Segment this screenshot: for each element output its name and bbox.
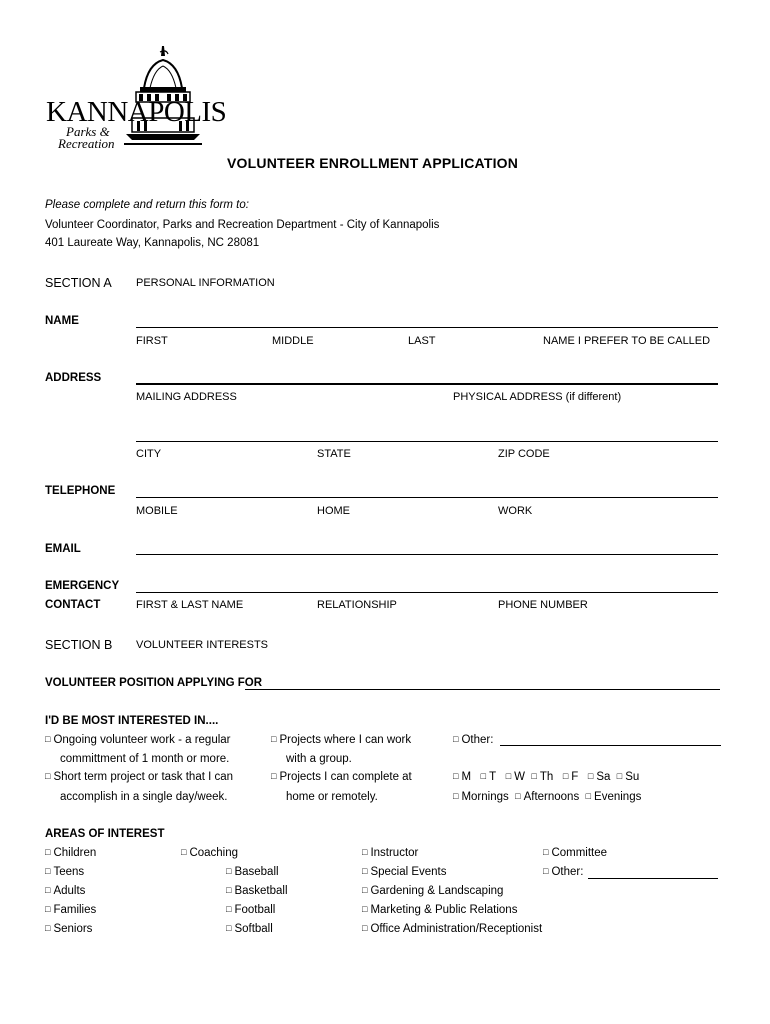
physical-address-caption: PHYSICAL ADDRESS (if different) <box>453 391 622 403</box>
city-caption: CITY <box>136 448 162 460</box>
short-term-option-label: Short term project or task that I can <box>53 771 234 783</box>
kannapolis-logo <box>44 44 227 152</box>
afternoons-checkbox[interactable]: □ Afternoons <box>515 791 580 803</box>
group-projects-label: Projects where I can work <box>279 734 412 746</box>
remote-projects-checkbox[interactable]: □ Projects I can complete at <box>271 771 412 783</box>
city-state-zip-input-line[interactable] <box>136 441 718 442</box>
section-b-heading: VOLUNTEER INTERESTS <box>136 639 269 651</box>
emergency-input-line[interactable] <box>136 592 718 593</box>
day-su-checkbox[interactable]: □ Su <box>616 771 640 783</box>
areas-heading: AREAS OF INTEREST <box>45 828 165 840</box>
area-special-events-checkbox[interactable]: □ Special Events <box>362 866 447 878</box>
phone-number-caption: PHONE NUMBER <box>498 599 588 611</box>
area-seniors-checkbox[interactable]: □ Seniors <box>45 923 93 935</box>
area-basketball-checkbox[interactable]: □ Basketball <box>226 885 288 897</box>
short-term-checkbox[interactable]: □ Short term project or task that I can <box>45 771 234 783</box>
area-teens-checkbox[interactable]: □ Teens <box>45 866 85 878</box>
zip-caption: ZIP CODE <box>498 448 550 460</box>
other-interest-label: Other: <box>461 734 494 746</box>
time-checkboxes <box>453 791 641 803</box>
other-interest-input-line[interactable] <box>500 745 721 746</box>
name-label: NAME <box>45 315 79 327</box>
group-projects-label-2: with a group. <box>286 753 352 765</box>
address-input-line[interactable] <box>136 383 718 385</box>
remote-projects-label: Projects I can complete at <box>279 771 412 783</box>
state-caption: STATE <box>317 448 351 460</box>
day-w-checkbox[interactable]: □ W <box>505 771 525 783</box>
section-a-heading: PERSONAL INFORMATION <box>136 277 275 289</box>
email-input-line[interactable] <box>136 554 718 555</box>
name-last-caption: LAST <box>408 335 436 347</box>
area-children-checkbox[interactable]: □ Children <box>45 847 97 859</box>
section-b-label: SECTION B <box>45 638 113 652</box>
evenings-checkbox[interactable]: □ Evenings <box>585 791 642 803</box>
logo-recreation: Recreation <box>58 136 115 151</box>
area-families-checkbox[interactable]: □ Families <box>45 904 97 916</box>
area-adults-checkbox[interactable]: □ Adults <box>45 885 86 897</box>
emergency-name-caption: FIRST & LAST NAME <box>136 599 244 611</box>
area-baseball-checkbox[interactable]: □ Baseball <box>226 866 279 878</box>
page-title: VOLUNTEER ENROLLMENT APPLICATION <box>227 155 519 171</box>
day-t-checkbox[interactable]: □ T <box>480 771 497 783</box>
position-label: VOLUNTEER POSITION APPLYING FOR <box>45 677 263 689</box>
ongoing-volunteer-checkbox[interactable]: □ Ongoing volunteer work - a regular <box>45 734 231 746</box>
area-softball-checkbox[interactable]: □ Softball <box>226 923 273 935</box>
group-projects-checkbox[interactable]: □ Projects where I can work <box>271 734 412 746</box>
day-checkboxes <box>453 771 639 783</box>
area-instructor-checkbox[interactable]: □ Instructor <box>362 847 419 859</box>
section-a-label: SECTION A <box>45 276 112 290</box>
area-coaching-checkbox[interactable]: □ Coaching <box>181 847 239 859</box>
area-other-checkbox[interactable]: □ Other: <box>543 866 584 878</box>
instruction-text: Please complete and return this form to: <box>45 199 249 211</box>
mobile-caption: MOBILE <box>136 505 178 517</box>
emergency-label: EMERGENCY <box>45 580 120 592</box>
ongoing-option-label-2: committment of 1 month or more. <box>60 753 230 765</box>
day-th-checkbox[interactable]: □ Th <box>531 771 554 783</box>
area-gardening-checkbox[interactable]: □ Gardening & Landscaping <box>362 885 504 897</box>
interest-heading: I'D BE MOST INTERESTED IN.... <box>45 715 219 727</box>
day-f-checkbox[interactable]: □ F <box>562 771 579 783</box>
address-label: ADDRESS <box>45 372 102 384</box>
work-caption: WORK <box>498 505 533 517</box>
contact-label: CONTACT <box>45 599 101 611</box>
telephone-input-line[interactable] <box>136 497 718 498</box>
name-input-line[interactable] <box>136 327 718 328</box>
other-interest-checkbox[interactable]: □ Other: <box>453 734 494 746</box>
area-office-admin-checkbox[interactable]: □ Office Administration/Receptionist <box>362 923 543 935</box>
name-middle-caption: MIDDLE <box>272 335 314 347</box>
logo-name: KANNAPOLIS <box>46 96 227 128</box>
area-other-input-line[interactable] <box>588 878 718 879</box>
mailing-address-caption: MAILING ADDRESS <box>136 391 237 403</box>
position-input-line[interactable] <box>245 689 720 690</box>
area-football-checkbox[interactable]: □ Football <box>226 904 276 916</box>
email-label: EMAIL <box>45 543 81 555</box>
area-committee-checkbox[interactable]: □ Committee <box>543 847 608 859</box>
mornings-checkbox[interactable]: □ Mornings <box>453 791 509 803</box>
home-caption: HOME <box>317 505 350 517</box>
area-marketing-checkbox[interactable]: □ Marketing & Public Relations <box>362 904 518 916</box>
remote-projects-label-2: home or remotely. <box>286 791 378 803</box>
day-m-checkbox[interactable]: □ M <box>453 771 472 783</box>
ongoing-option-label: Ongoing volunteer work - a regular <box>53 734 231 746</box>
address-line-2: 401 Laureate Way, Kannapolis, NC 28081 <box>45 237 260 249</box>
short-term-option-label-2: accomplish in a single day/week. <box>60 791 228 803</box>
name-first-caption: FIRST <box>136 335 168 347</box>
address-line-1: Volunteer Coordinator, Parks and Recreation Department - City of Kannapolis <box>45 219 440 231</box>
telephone-label: TELEPHONE <box>45 485 116 497</box>
day-sa-checkbox[interactable]: □ Sa <box>587 771 611 783</box>
logo-parks: Parks & <box>66 124 110 139</box>
name-preferred-caption: NAME I PREFER TO BE CALLED <box>543 335 711 347</box>
relationship-caption: RELATIONSHIP <box>317 599 397 611</box>
